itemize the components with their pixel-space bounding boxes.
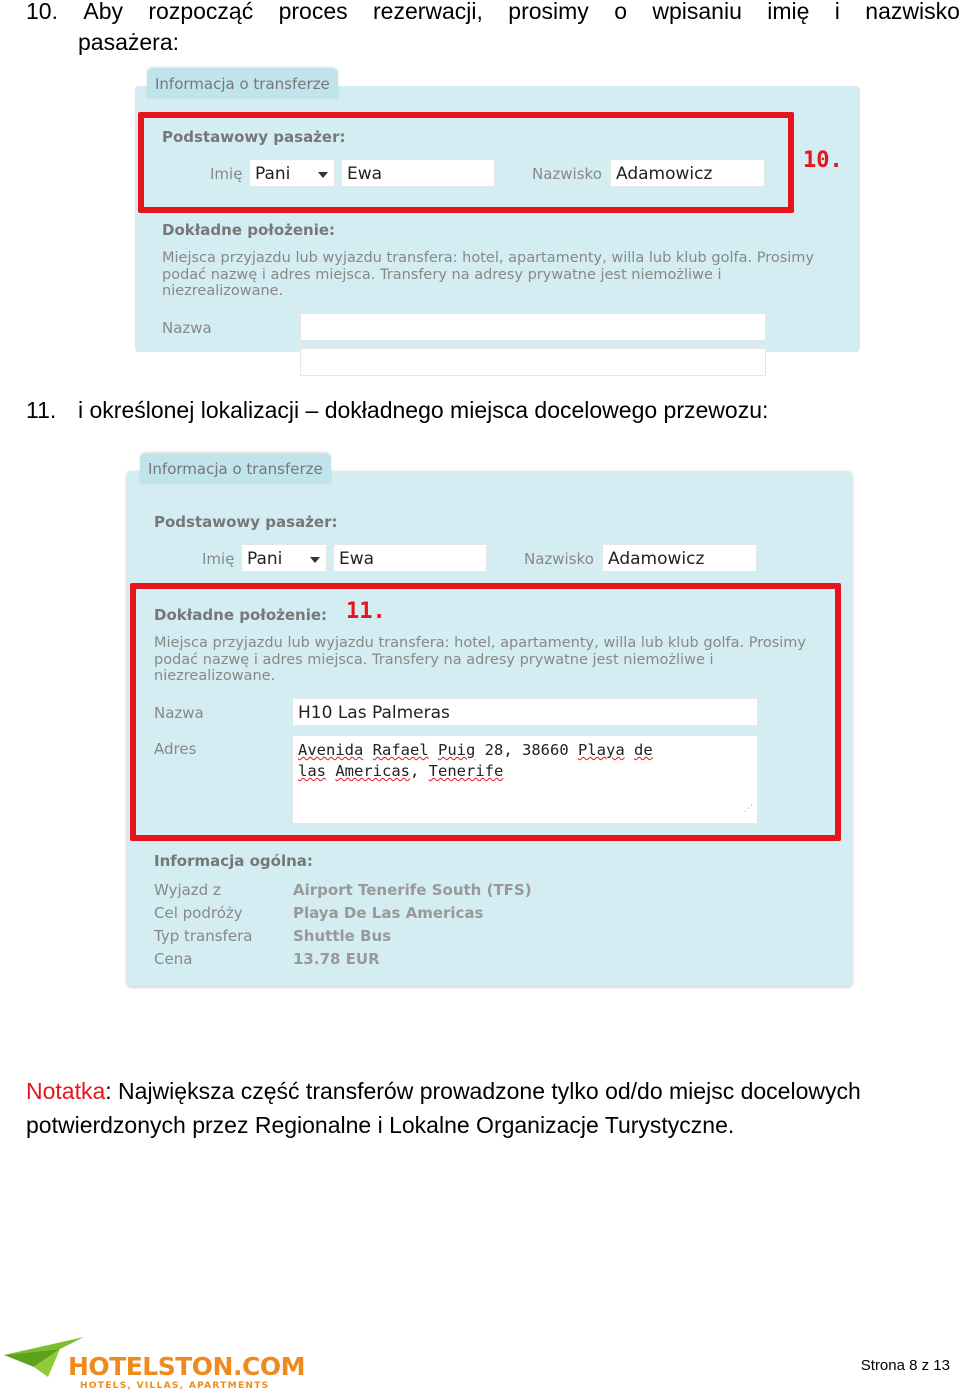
info-key: Cel podróży xyxy=(154,904,243,922)
step-11-instruction xyxy=(26,395,768,426)
step-number: 10. xyxy=(26,0,58,24)
address-comma: , xyxy=(410,762,429,780)
address-word: Playa xyxy=(578,741,625,759)
address-word: Puig xyxy=(438,741,476,759)
first-name-label: Imię xyxy=(210,165,243,183)
location-address-input[interactable] xyxy=(300,348,766,376)
dropdown-arrow-icon xyxy=(310,557,320,563)
step-word: i xyxy=(834,0,840,24)
step-word: prosimy xyxy=(508,0,589,24)
step-text-continued: pasażera: xyxy=(78,29,180,55)
step-11-badge: 11. xyxy=(346,599,386,624)
last-name-label: Nazwisko xyxy=(524,550,594,568)
name-label: Nazwa xyxy=(162,319,212,337)
address-number: 28, 38660 xyxy=(475,741,578,759)
step-word: proces xyxy=(278,0,348,24)
logo-wordmark: HOTELSTON.COM xyxy=(68,1352,305,1381)
note-text: : Największa część transferów prowadzone tylko od/do miejsc docelowych potwierdzonych przez Regionalne i Lokalne Organizacje Turystyczne. xyxy=(26,1078,861,1138)
location-description-end: niezrealizowane. xyxy=(154,668,276,684)
page-number: Strona 8 z 13 xyxy=(860,1357,950,1374)
highlight-box-step11 xyxy=(130,583,841,841)
step-word: Aby xyxy=(83,0,123,24)
name-label: Nazwa xyxy=(154,704,204,722)
salutation-value: Pani xyxy=(255,164,291,184)
info-value: Shuttle Bus xyxy=(293,927,392,945)
step-number: 11. xyxy=(26,397,57,423)
salutation-select[interactable] xyxy=(241,544,327,572)
step-word: o xyxy=(614,0,627,24)
salutation-value: Pani xyxy=(247,549,283,569)
location-description-text: Miejsca przyjazdu lub wyjazdu transfera: hotel, apartamenty, willa lub klub golfa. Prosimy podać nazwę i adres miejsca. Transfery na adresy prywatne jest niemożliwe i xyxy=(154,635,806,668)
step-10-instruction xyxy=(26,0,960,58)
first-name-input[interactable]: Ewa xyxy=(333,544,487,572)
info-key: Cena xyxy=(154,950,193,968)
address-word: Avenida xyxy=(298,741,364,759)
step-10-badge: 10. xyxy=(803,148,843,173)
info-key: Wyjazd z xyxy=(154,881,221,899)
location-title: Dokładne położenie: xyxy=(162,221,336,239)
general-info-title: Informacja ogólna: xyxy=(154,852,313,870)
resize-grip-icon[interactable]: ⋰ xyxy=(744,804,753,814)
last-name-input[interactable]: Adamowicz xyxy=(602,544,757,572)
address-word: las xyxy=(298,762,326,780)
main-passenger-title: Podstawowy pasażer: xyxy=(154,513,338,531)
location-description-text: Miejsca przyjazdu lub wyjazdu transfera: hotel, apartamenty, willa lub klub golfa. Prosimy podać nazwę i adres miejsca. Transfery na adresy prywatne jest niemożliwe i xyxy=(162,250,814,283)
info-value: 13.78 EUR xyxy=(293,950,380,968)
info-value: Playa De Las Americas xyxy=(293,904,484,922)
highlight-box-step10 xyxy=(138,112,794,213)
address-label: Adres xyxy=(154,740,197,758)
note-paragraph xyxy=(26,1074,960,1142)
first-name-input[interactable]: Ewa xyxy=(341,159,495,187)
step-word: imię xyxy=(767,0,810,24)
main-passenger-title: Podstawowy pasażer: xyxy=(162,128,346,146)
step-word: rozpocząć xyxy=(148,0,254,24)
last-name-input[interactable]: Adamowicz xyxy=(610,159,765,187)
address-word: Rafael xyxy=(372,741,429,759)
info-value: Airport Tenerife South (TFS) xyxy=(293,881,532,899)
last-name-label: Nazwisko xyxy=(532,165,602,183)
address-word: Tenerife xyxy=(428,762,504,780)
tab-transfer-info[interactable]: Informacja o transferze xyxy=(140,453,331,484)
logo-tagline: HOTELS, VILLAS, APARTMENTS xyxy=(80,1381,270,1391)
step-word: rezerwacji, xyxy=(373,0,483,24)
location-name-input[interactable]: H10 Las Palmeras xyxy=(292,698,758,726)
step-text: i określonej lokalizacji – dokładnego miejsca docelowego przewozu: xyxy=(78,397,769,423)
tab-transfer-info[interactable]: Informacja o transferze xyxy=(147,68,338,99)
first-name-label: Imię xyxy=(202,550,235,568)
info-key: Typ transfera xyxy=(154,927,253,945)
location-description-end: niezrealizowane. xyxy=(162,283,284,299)
address-word: Americas xyxy=(335,762,410,780)
note-lead: Notatka xyxy=(26,1078,106,1104)
address-word: de xyxy=(634,741,653,759)
hotelston-logo xyxy=(4,1335,305,1393)
step-word: wpisaniu xyxy=(652,0,742,24)
location-name-input[interactable] xyxy=(300,313,766,341)
location-title: Dokładne położenie: xyxy=(154,606,328,624)
location-description xyxy=(162,250,814,300)
step-word: nazwisko xyxy=(865,0,960,24)
